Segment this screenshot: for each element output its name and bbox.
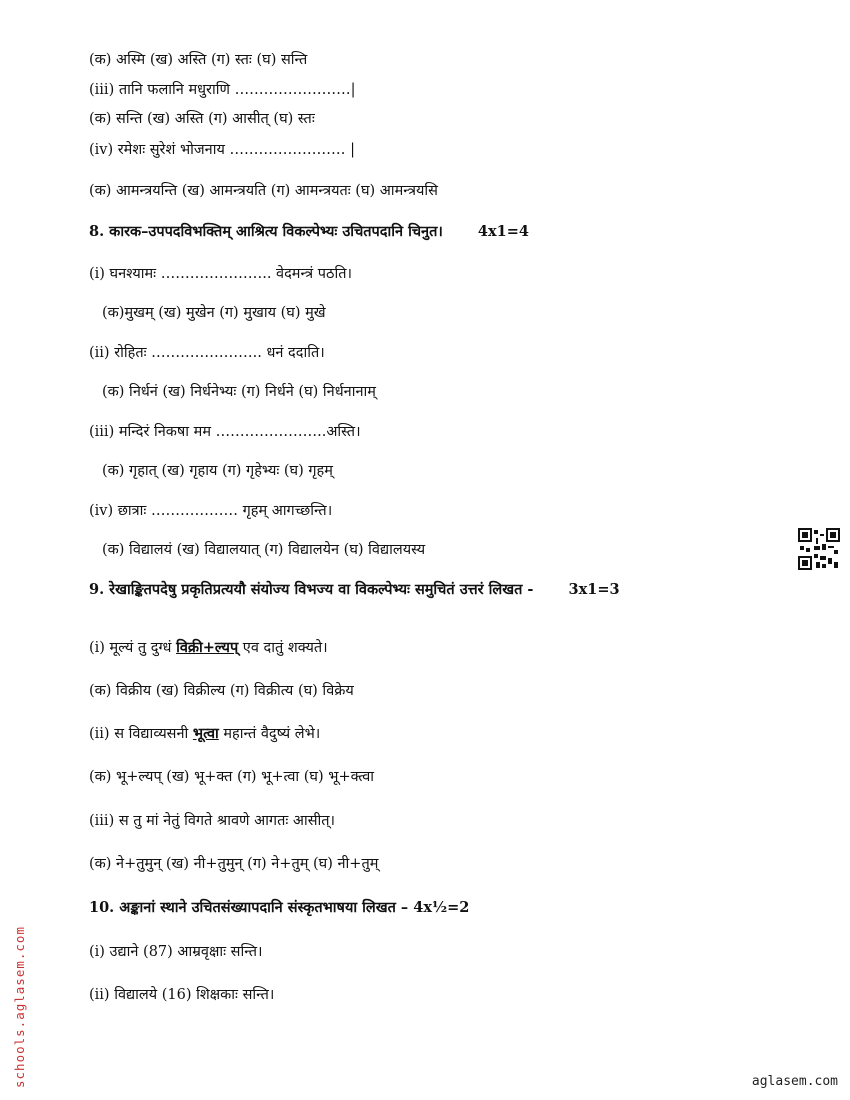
q9-heading (89, 580, 620, 600)
q8-iv: (iv) छात्राः ……………… गृहम् आगच्छन्ति। (89, 503, 333, 519)
q9-ii-post: महान्तं वैदुष्यं लेभे। (218, 726, 321, 742)
q8-iii-options: (क) गृहात् (ख) गृहाय (ग) गृहेभ्यः (घ) गृहम् (102, 463, 333, 479)
q8-heading-text: 8. कारक–उपपदविभक्तिम् आश्रित्य विकल्पेभ्यः उचितपदानि चिनुत। (89, 223, 443, 240)
line-options-iv: (क) आमन्त्रयन्ति (ख) आमन्त्रयति (ग) आमन्त्रयतः (घ) आमन्त्रयसि (89, 183, 438, 199)
q10-marks: 4x½=2 (413, 899, 470, 916)
q8-ii: (ii) रोहितः ………………….. धनं ददाति। (89, 345, 325, 361)
q9-ii-options: (क) भू+ल्यप् (ख) भू+क्त (ग) भू+त्वा (घ) भू+क्त्वा (89, 769, 375, 785)
q9-i-post: एव दातुं शक्यते। (238, 640, 328, 656)
q9-i-underlined: विक्री+ल्यप् (176, 639, 239, 656)
q10-ii: (ii) विद्यालये (16) शिक्षकाः सन्ति। (89, 987, 275, 1003)
question-iv: (iv) रमेशः सुरेशं भोजनाय …………………… | (89, 142, 355, 158)
q9-ii-pre: (ii) स विद्याव्यसनी (89, 726, 193, 742)
q9-ii (89, 724, 320, 744)
q10-heading (89, 898, 469, 918)
q9-iii-options: (क) ने+तुमुन् (ख) नी+तुमुन् (ग) ने+तुम् (घ) नी+तुम् (89, 856, 379, 872)
q9-heading-text: 9. रेखाङ्कितपदेषु प्रकृतिप्रत्ययौ संयोज्य विभज्य वा विकल्पेभ्यः समुचितं उत्तरं लिखत - (89, 581, 534, 598)
q9-iii: (iii) स तु मां नेतुं विगते श्रावणे आगतः आसीत्। (89, 813, 336, 829)
qr-code-icon (798, 528, 840, 570)
q10-heading-text: 10. अङ्कानां स्थाने उचितसंख्यापदानि संस्कृतभाषया लिखत – (89, 899, 409, 916)
q9-ii-underlined: भूत्वा (192, 725, 219, 742)
footer-site-link[interactable]: aglasem.com (751, 1074, 838, 1089)
side-watermark: schools.aglasem.com (12, 926, 27, 1088)
q8-ii-options: (क) निर्धनं (ख) निर्धनेभ्यः (ग) निर्धने (घ) निर्धनानाम् (102, 384, 376, 400)
q9-marks: 3x1=3 (568, 581, 620, 598)
q9-i (89, 638, 328, 658)
q8-heading (89, 222, 529, 242)
q10-i: (i) उद्याने (87) आम्रवृक्षाः सन्ति। (89, 944, 263, 960)
q8-iv-options: (क) विद्यालयं (ख) विद्यालयात् (ग) विद्यालयेन (घ) विद्यालयस्य (102, 542, 426, 558)
line-options-iii: (क) सन्ति (ख) अस्ति (ग) आसीत् (घ) स्तः (89, 111, 315, 127)
q9-i-options: (क) विक्रीय (ख) विक्रील्य (ग) विक्रीत्य (घ) विक्रेय (89, 683, 354, 699)
q8-i: (i) घनश्यामः ………………….. वेदमन्त्रं पठति। (89, 266, 352, 282)
line-options-1: (क) अस्मि (ख) अस्ति (ग) स्तः (घ) सन्ति (89, 52, 308, 68)
question-iii: (iii) तानि फलानि मधुराणि ……………………| (89, 82, 356, 98)
q8-marks: 4x1=4 (477, 223, 529, 240)
q9-i-pre: (i) मूल्यं तु दुग्धं (89, 640, 177, 656)
q8-i-options: (क)मुखम् (ख) मुखेन (ग) मुखाय (घ) मुखे (102, 305, 326, 321)
q8-iii: (iii) मन्दिरं निकषा मम …………………..अस्ति। (89, 424, 361, 440)
